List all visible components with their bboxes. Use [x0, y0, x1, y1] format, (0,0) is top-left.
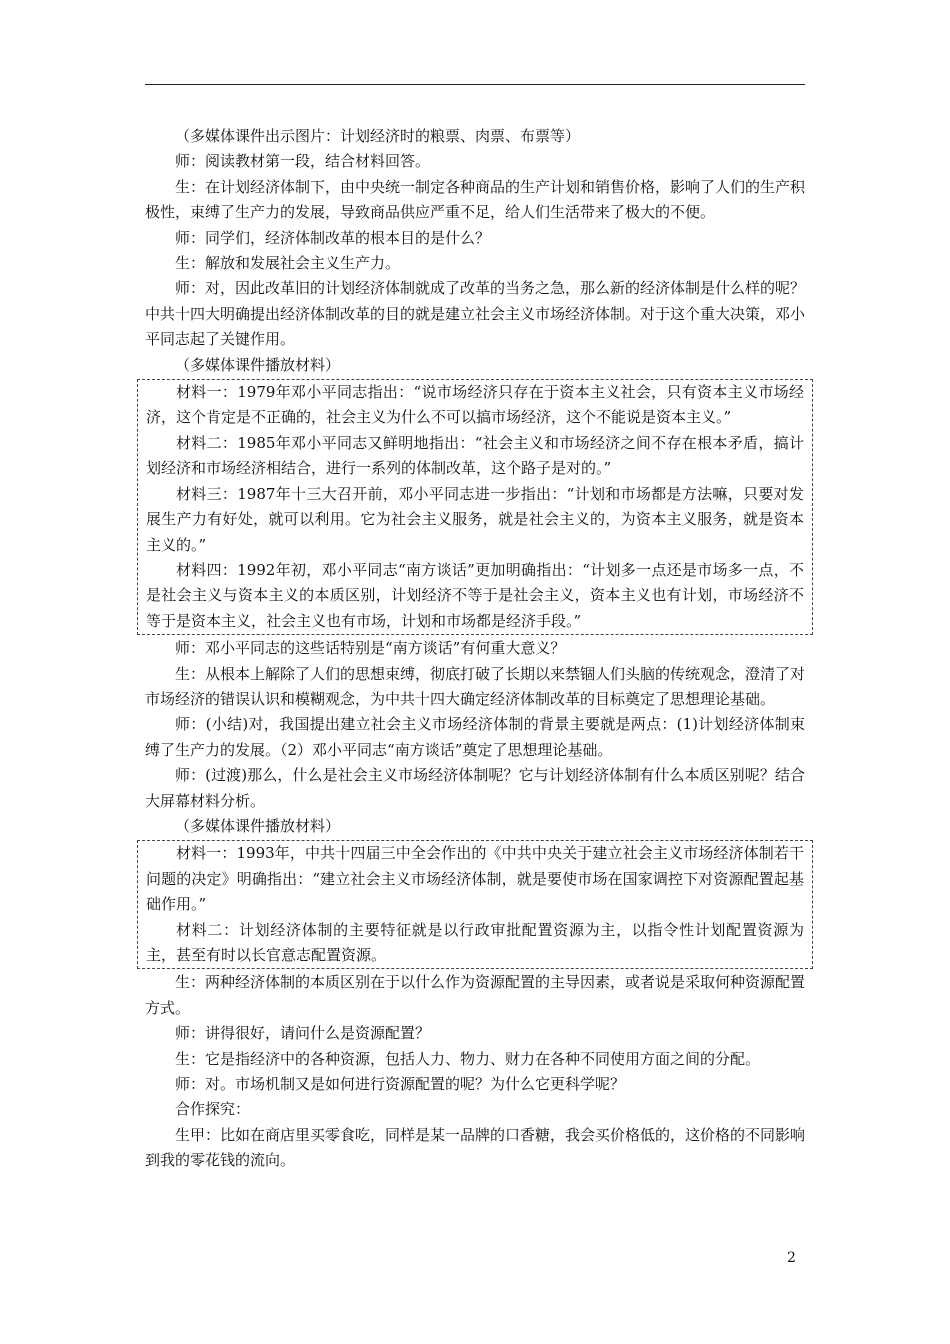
paragraph: 生：两种经济体制的本质区别在于以什么作为资源配置的主导因素，或者说是采取何种资源配置方式。	[145, 973, 806, 1017]
paragraph: 师：邓小平同志的这些话特别是“南方谈话”有何重大意义？	[175, 639, 566, 658]
page-number: 2	[787, 1250, 796, 1266]
material-box-2	[137, 840, 813, 969]
paragraph: （多媒体课件出示图片：计划经济时的粮票、肉票、布票等）	[175, 127, 581, 145]
material-item: 材料三：1987年十三大召开前，邓小平同志进一步指出：“计划和市场都是方法嘛，只要对发展生产力有好处，就可以利用。它为社会主义服务，就是社会主义的，为资本主义服务，就是资本主义的。”	[146, 484, 804, 554]
document-body	[145, 124, 805, 1174]
paragraph: 师：(过渡)那么，什么是社会主义市场经济体制呢？它与计划经济体制有什么本质区别呢？结合大屏幕材料分析。	[145, 766, 805, 810]
paragraph: 生：在计划经济体制下，由中央统一制定各种商品的生产计划和销售价格，影响了人们的生产积极性，束缚了生产力的发展，导致商品供应严重不足，给人们生活带来了极大的不便。	[145, 177, 806, 222]
paragraph: 师：讲得很好，请问什么是资源配置？	[175, 1024, 431, 1043]
material-item: 材料二：1985年邓小平同志又鲜明地指出：“社会主义和市场经济之间不存在根本矛盾，搞计划经济和市场经济相结合，进行一系列的体制改革，这个路子是对的。”	[146, 433, 804, 478]
material-item: 材料一：1993年，中共十四届三中全会作出的《中共中央关于建立社会主义市场经济体制若干问题的决定》明确指出：“建立社会主义市场经济体制，就是要使市场在国家调控下对资源配置起基础作用。”	[146, 844, 804, 914]
material-item: 材料四：1992年初，邓小平同志“南方谈话”更加明确指出：“计划多一点还是市场多一点，不是社会主义与资本主义的本质区别，计划经济不等于是社会主义，资本主义也有计划，市场经济不等于是资本主义，社会主义也有市场，计划和市场都是经济手段。”	[146, 560, 804, 630]
paragraph: 师：同学们，经济体制改革的根本目的是什么？	[175, 228, 491, 247]
paragraph: 生：它是指经济中的各种资源，包括人力、物力、财力在各种不同使用方面之间的分配。	[175, 1049, 761, 1068]
paragraph: （多媒体课件播放材料）	[175, 816, 341, 835]
paragraph: 师：阅读教材第一段，结合材料回答。	[175, 152, 431, 171]
paragraph: （多媒体课件播放材料）	[175, 355, 341, 374]
paragraph: 师：对。市场机制又是如何进行资源配置的呢？为什么它更科学呢？	[175, 1075, 626, 1094]
paragraph: 生甲：比如在商店里买零食吃，同样是某一品牌的口香糖，我会买价格低的，这价格的不同影响到我的零花钱的流向。	[145, 1125, 806, 1170]
paragraph: 师：(小结)对，我国提出建立社会主义市场经济体制的背景主要就是两点：(1)计划经济体制束缚了生产力的发展。（2）邓小平同志“南方谈话”奠定了思想理论基础。	[145, 715, 805, 759]
paragraph: 合作探究：	[175, 1100, 251, 1119]
material-box-1	[137, 379, 813, 635]
paragraph: 师：对，因此改革旧的计划经济体制就成了改革的当务之急，那么新的经济体制是什么样的呢？中共十四大明确提出经济体制改革的目的就是建立社会主义市场经济体制。对于这个重大决策，邓小平同志起了关键作用。	[145, 279, 806, 349]
header-rule	[145, 84, 805, 85]
material-item: 材料一：1979年邓小平同志指出：“说市场经济只存在于资本主义社会，只有资本主义市场经济，这个肯定是不正确的，社会主义为什么不可以搞市场经济，这个不能说是资本主义。”	[146, 383, 804, 427]
material-item: 材料二：计划经济体制的主要特征就是以行政审批配置资源为主，以指令性计划配置资源为主，甚至有时以长官意志配置资源。	[146, 920, 804, 964]
paragraph: 生：从根本上解除了人们的思想束缚，彻底打破了长期以来禁锢人们头脑的传统观念，澄清了对市场经济的错误认识和模糊观念，为中共十四大确定经济体制改革的目标奠定了思想理论基础。	[145, 664, 806, 708]
paragraph: 生：解放和发展社会主义生产力。	[175, 254, 401, 273]
